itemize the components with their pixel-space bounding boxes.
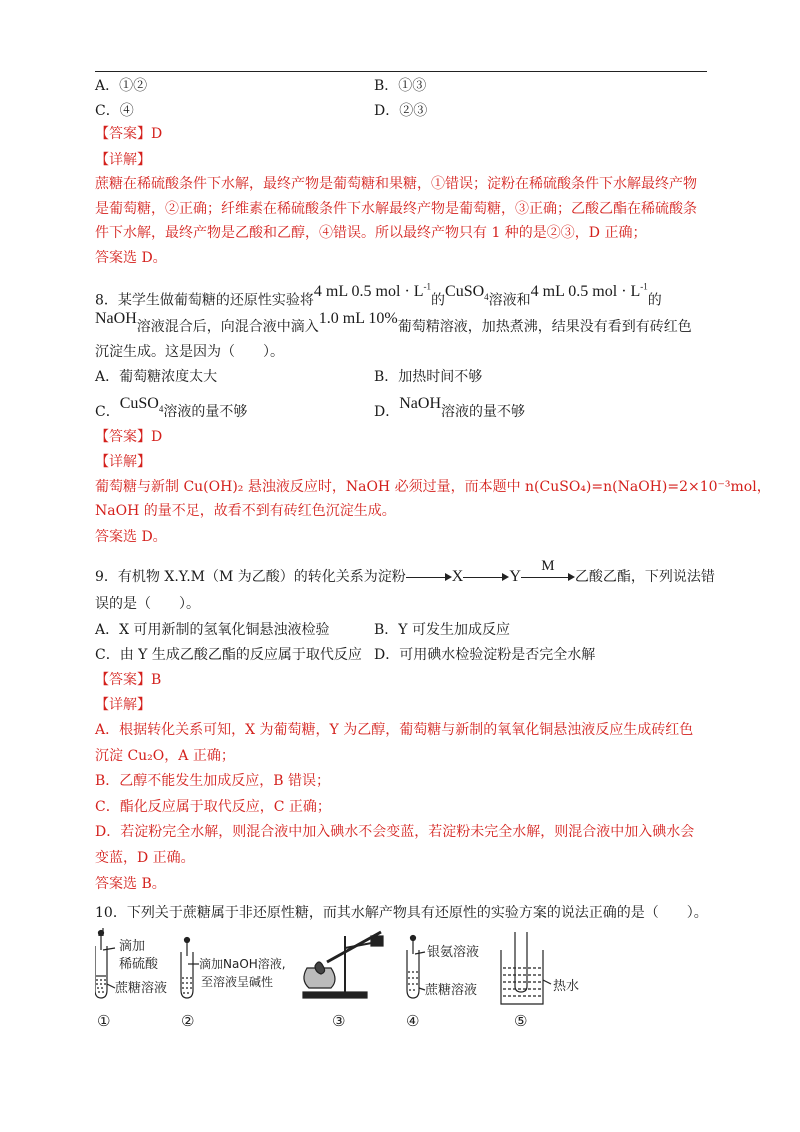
fig4-label-top: 银氨溶液 (427, 945, 480, 960)
q9-detail-line: 变蓝，D 正确。 (95, 850, 195, 866)
fig5-number: ⑤ (514, 1012, 528, 1030)
q8-option-d-chem: NaOH (399, 395, 441, 412)
test-tube-4 (407, 936, 425, 999)
test-tube-2 (181, 938, 199, 999)
q10-experiment-figure (95, 928, 615, 1042)
q9-option-d: D．可用碘水检验淀粉是否完全水解 (374, 647, 596, 663)
q8-amount-2: 4 mL 0.5 mol · $L^{-1}$ (530, 282, 648, 301)
q7-option-c: C．④ (95, 103, 134, 119)
q7-detail-line: 件下水解，最终产物是乙酸和乙醇，④错误。所以最终产物只有 1 种的是②③，D 正确； (95, 225, 647, 241)
fig1-label-bot: 蔗糖溶液 (115, 981, 168, 996)
q9-stem-prefix: 9．有机物 X.Y.M（M 为乙酸）的转化关系为淀粉 (95, 569, 406, 585)
q7-detail-line: 蔗糖在稀硫酸条件下水解，最终产物是葡萄糖和果糖，①错误；淀粉在稀硫酸条件下水解最终产物 (95, 176, 697, 192)
q8-of-2: 的 (647, 292, 662, 309)
q9-option-b: B．Y 可发生加成反应 (374, 622, 510, 638)
fig1-label-mid: 稀硫酸 (119, 957, 159, 972)
q8-detail-title: 【详解】 (95, 454, 151, 470)
q9-detail-line: A．根据转化关系可知，X 为葡萄糖，Y 为乙醇，葡萄糖与新制的氧氧化铜悬浊液反应生成砖红色 (95, 722, 694, 738)
q9-x: X (451, 568, 464, 585)
q9-stem-line-1 (95, 558, 715, 587)
fig2-label-2: 至溶液呈碱性 (201, 975, 274, 989)
q9-conclusion: 答案选 B。 (95, 876, 166, 892)
arrow-icon (521, 558, 575, 584)
q8-cuso4: CuSO$_4$ (445, 283, 489, 303)
q9-detail-line: B．乙醇不能发生加成反应，B 错误； (95, 773, 331, 789)
q8-stem-end: 葡萄精溶液，加热煮沸，结果没有看到有砖红色 (397, 319, 692, 335)
q8-conclusion: 答案选 D。 (95, 529, 167, 545)
fig2-label-1: 滴加NaOH溶液, (199, 957, 286, 971)
q8-stem-line-2 (95, 310, 692, 337)
q9-detail-line: C．酯化反应属于取代反应，C 正确； (95, 799, 331, 815)
q8-option-b: B．加热时间不够 (374, 369, 483, 385)
q7-answer: 【答案】D (95, 126, 163, 142)
q7-detail-line: 是葡萄糖，②正确；纤维素在稀硫酸条件下水解最终产物是葡萄糖，③正确；乙酸乙酯在稀硫酸条 (95, 201, 697, 217)
q9-m: M (541, 558, 555, 574)
q10-stem: 10．下列关于蔗糖属于非还原性糖，而其水解产物具有还原性的实验方案的说法正确的是（ ）。 (95, 905, 708, 921)
q8-amount-1: 4 mL 0.5 mol · $L^{-1}$ (313, 282, 432, 301)
q8-mix-with: 溶液和 (488, 292, 531, 309)
arrow-icon (463, 570, 509, 584)
heating-apparatus-3 (303, 932, 383, 998)
header-rule (95, 71, 707, 72)
fig4-number: ④ (406, 1012, 420, 1030)
q7-detail-title: 【详解】 (95, 152, 151, 168)
q8-detail-line: 葡萄糖与新制 Cu(OH)₂ 悬浊液反应时，NaOH 必须过量，而本题中 n(CuSO₄)=n(NaOH)=2×10⁻³mol， (95, 479, 771, 495)
q9-stem-line-2: 误的是（ ）。 (95, 596, 200, 612)
q8-option-c: C．CuSO$_4$溶液的量不够 (95, 395, 248, 420)
test-tube-1 (95, 928, 115, 998)
arrow-icon (406, 570, 452, 584)
q8-answer: 【答案】D (95, 429, 163, 445)
water-bath-beaker-5 (501, 932, 551, 1004)
q9-detail-title: 【详解】 (95, 697, 151, 713)
q8-stem-prefix: 8．某学生做葡萄糖的还原性实验将 (95, 292, 314, 309)
q8-of-1: 的 (431, 292, 446, 309)
fig3-number: ③ (332, 1012, 346, 1030)
q9-answer: 【答案】B (95, 672, 162, 688)
q8-naoh: NaOH (95, 310, 137, 327)
fig1-number: ① (97, 1012, 111, 1030)
q7-option-d: D．②③ (374, 103, 428, 119)
q8-option-d: D．NaOH溶液的量不够 (374, 395, 525, 420)
q9-detail-line: 沉淀 Cu₂O，A 正确； (95, 748, 235, 764)
q8-option-c-chem: CuSO$_4$ (119, 395, 164, 415)
q9-y: Y (509, 568, 521, 585)
q8-detail-line: NaOH 的量不足，故看不到有砖红色沉淀生成。 (95, 503, 396, 519)
fig4-label-bot: 蔗糖溶液 (425, 983, 478, 998)
q8-option-a: A．葡萄糖浓度太大 (95, 369, 218, 385)
q8-stem-mid: 溶液混合后，向混合液中滴入 (136, 319, 319, 335)
fig5-label: 热水 (553, 979, 580, 994)
q8-stem-line-3: 沉淀生成。这是因为（ ）。 (95, 344, 284, 360)
q7-conclusion: 答案选 D。 (95, 250, 167, 266)
q7-option-b: B．①③ (374, 78, 427, 94)
fig1-label-top: 滴加 (119, 939, 146, 954)
fig2-number: ② (181, 1012, 195, 1030)
q9-option-c: C．由 Y 生成乙酸乙酯的反应属于取代反应 (95, 647, 362, 663)
q8-amount-3: 1.0 mL 10% (318, 310, 398, 327)
q9-option-a: A．X 可用新制的氢氧化铜悬浊液检验 (95, 622, 330, 638)
q9-stem-end: 乙酸乙酯，下列说法错 (574, 569, 715, 585)
q9-detail-line: D．若淀粉完全水解，则混合液中加入碘水不会变蓝，若淀粉未完全水解，则混合液中加入碘水会 (95, 824, 695, 840)
q7-option-a: A．①② (95, 78, 148, 94)
